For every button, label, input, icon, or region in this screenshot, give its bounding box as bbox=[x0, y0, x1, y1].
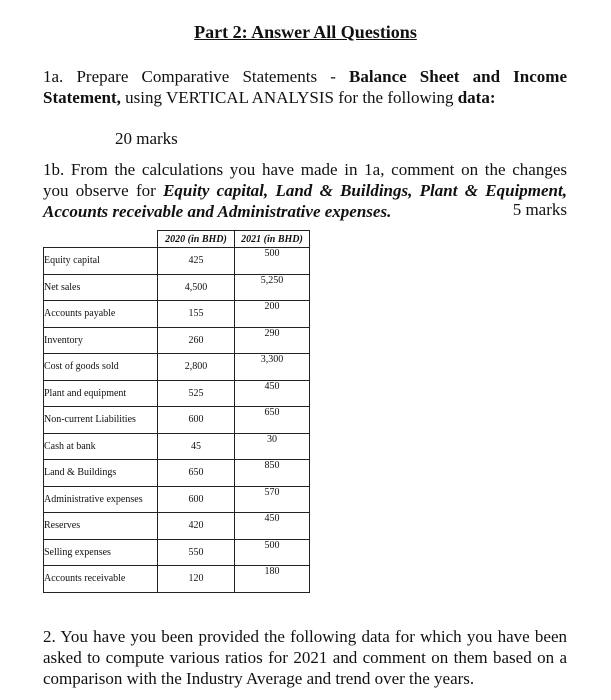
value-2020: 600 bbox=[158, 486, 235, 513]
value-2021: 850 bbox=[235, 460, 310, 487]
value-2020: 2,800 bbox=[158, 354, 235, 381]
row-label: Administrative expenses bbox=[44, 486, 158, 513]
value-2020: 155 bbox=[158, 301, 235, 328]
value-2021: 290 bbox=[235, 327, 310, 354]
row-label: Net sales bbox=[44, 274, 158, 301]
question-2: 2. You have you been provided the following data for which you have been asked to compute various ratios for 2021 and comment on them based on a comparison with the Industry Average and trend over the years. bbox=[43, 627, 567, 688]
value-2020: 525 bbox=[158, 380, 235, 407]
table-row bbox=[44, 433, 310, 460]
value-2020: 650 bbox=[158, 460, 235, 487]
value-2021: 180 bbox=[235, 566, 310, 593]
table-row bbox=[44, 301, 310, 328]
q1a-bold: Balance Sheet and Income Statement, bbox=[43, 67, 568, 107]
question-1b bbox=[43, 159, 567, 222]
row-label: Plant and equipment bbox=[44, 380, 158, 407]
row-label: Land & Buildings bbox=[44, 460, 158, 487]
value-2021: 30 bbox=[235, 433, 310, 460]
row-label: Cash at bank bbox=[44, 433, 158, 460]
row-label: Selling expenses bbox=[44, 539, 158, 566]
row-label: Equity capital bbox=[44, 248, 158, 275]
value-2020: 120 bbox=[158, 566, 235, 593]
table-header-row bbox=[44, 231, 310, 248]
value-2020: 420 bbox=[158, 513, 235, 540]
value-2021: 200 bbox=[235, 301, 310, 328]
table-row bbox=[44, 539, 310, 566]
q1a-bold-end: data: bbox=[457, 88, 496, 107]
table-header-blank bbox=[44, 231, 158, 248]
value-2021: 570 bbox=[235, 486, 310, 513]
row-label: Accounts payable bbox=[44, 301, 158, 328]
q1a-middle: using VERTICAL ANALYSIS for the following bbox=[120, 88, 458, 107]
q1b-prefix: 1b. From the calculations you have made in 1a, comment on the changes you observe for bbox=[43, 160, 567, 200]
value-2020: 45 bbox=[158, 433, 235, 460]
table-row bbox=[44, 327, 310, 354]
table-row bbox=[44, 486, 310, 513]
table-row bbox=[44, 460, 310, 487]
q1a-prefix: 1a. Prepare Comparative Statements - bbox=[43, 67, 350, 86]
table-header-2020: 2020 (in BHD) bbox=[158, 231, 235, 248]
page-title: Part 2: Answer All Questions bbox=[194, 22, 417, 42]
value-2021: 5,250 bbox=[235, 274, 310, 301]
value-2020: 260 bbox=[158, 327, 235, 354]
value-2021: 450 bbox=[235, 513, 310, 540]
question-1a bbox=[43, 66, 567, 108]
table-header-2021: 2021 (in BHD) bbox=[235, 231, 310, 248]
table-row bbox=[44, 380, 310, 407]
row-label: Cost of goods sold bbox=[44, 354, 158, 381]
table-row bbox=[44, 248, 310, 275]
q1b-emphasis: Equity capital, Land & Buildings, Plant & Equipment, Accounts receivable and Administrative expenses. bbox=[43, 181, 567, 221]
financial-data-table bbox=[43, 230, 310, 593]
value-2020: 4,500 bbox=[158, 274, 235, 301]
value-2021: 3,300 bbox=[235, 354, 310, 381]
value-2020: 550 bbox=[158, 539, 235, 566]
row-label: Reserves bbox=[44, 513, 158, 540]
row-label: Non-current Liabilities bbox=[44, 407, 158, 434]
table-row bbox=[44, 566, 310, 593]
value-2020: 600 bbox=[158, 407, 235, 434]
table-row bbox=[44, 274, 310, 301]
value-2021: 650 bbox=[235, 407, 310, 434]
table-row bbox=[44, 513, 310, 540]
row-label: Accounts receivable bbox=[44, 566, 158, 593]
q1a-marks: 20 marks bbox=[115, 129, 178, 148]
table-row bbox=[44, 407, 310, 434]
row-label: Inventory bbox=[44, 327, 158, 354]
q1b-marks: 5 marks bbox=[512, 200, 567, 219]
value-2021: 500 bbox=[235, 539, 310, 566]
value-2021: 500 bbox=[235, 248, 310, 275]
value-2020: 425 bbox=[158, 248, 235, 275]
value-2021: 450 bbox=[235, 380, 310, 407]
table-row bbox=[44, 354, 310, 381]
table-body bbox=[44, 248, 310, 593]
